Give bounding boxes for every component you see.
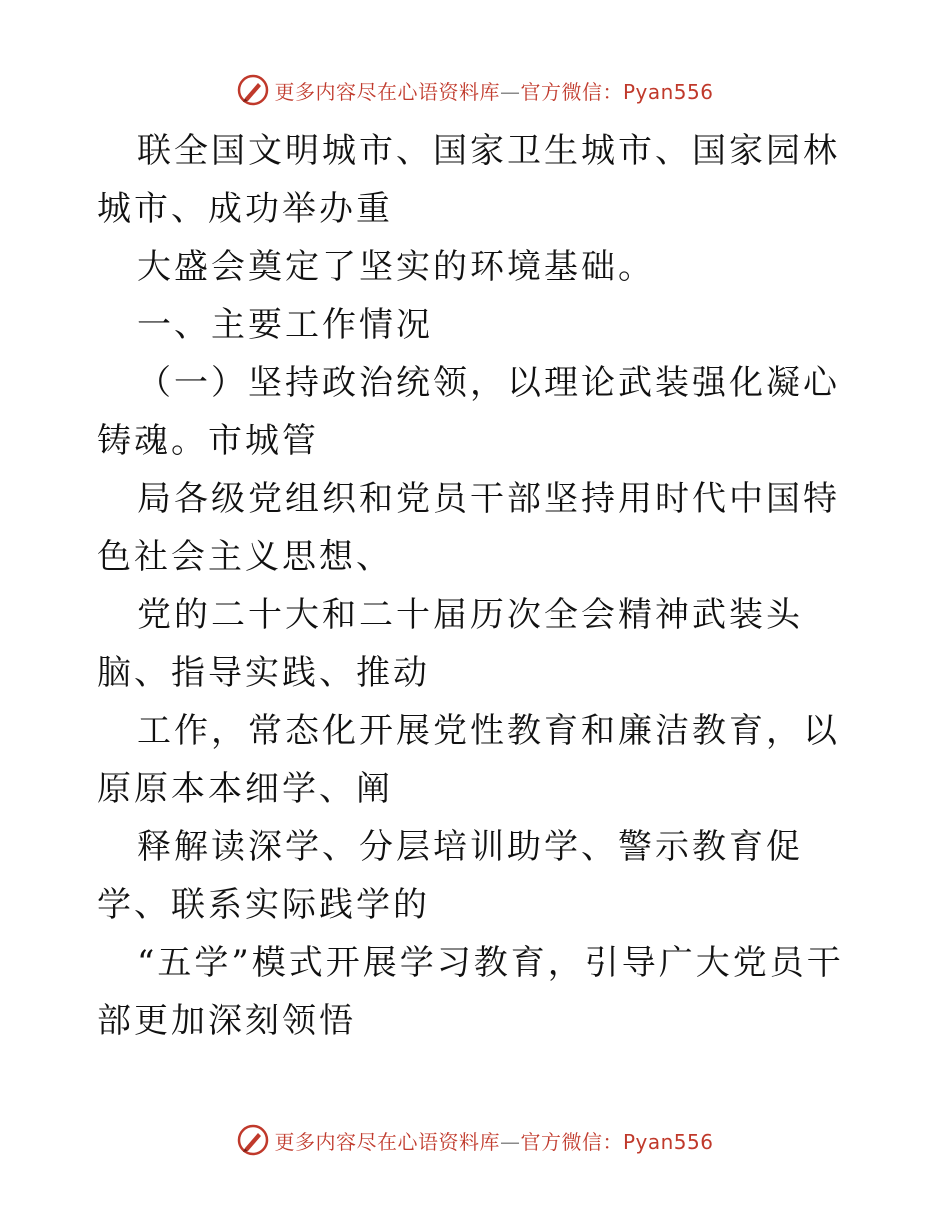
paragraph-6: 工作，常态化开展党性教育和廉洁教育，以原原本本细学、阐 (97, 711, 840, 809)
paragraph-2: 大盛会奠定了坚实的环境基础。 (137, 247, 655, 287)
footer-watermark-text: 更多内容尽在心语资料库—官方微信：Pyan556 (274, 1129, 714, 1154)
document-body (97, 122, 857, 1050)
paragraph-7: 释解读深学、分层培训助学、警示教育促学、联系实际践学的 (97, 827, 803, 925)
pen-logo-icon (236, 73, 270, 107)
paragraph-8: “五学”模式开展学习教育，引导广大党员干部更加深刻领悟 (97, 943, 844, 1041)
paragraph-4: 局各级党组织和党员干部坚持用时代中国特色社会主义思想、 (97, 479, 840, 577)
footer-watermark (0, 1120, 950, 1160)
paragraph-5: 党的二十大和二十届历次全会精神武装头脑、指导实践、推动 (97, 595, 803, 693)
header-watermark-text: 更多内容尽在心语资料库—官方微信：Pyan556 (274, 79, 714, 104)
paragraph-3: （一）坚持政治统领，以理论武装强化凝心铸魂。市城管 (97, 363, 840, 461)
pen-logo-icon (236, 1123, 270, 1157)
header-watermark (0, 70, 950, 110)
paragraph-1: 联全国文明城市、国家卫生城市、国家园林城市、成功举办重 (97, 131, 840, 229)
section-heading: 一、主要工作情况 (137, 305, 433, 345)
